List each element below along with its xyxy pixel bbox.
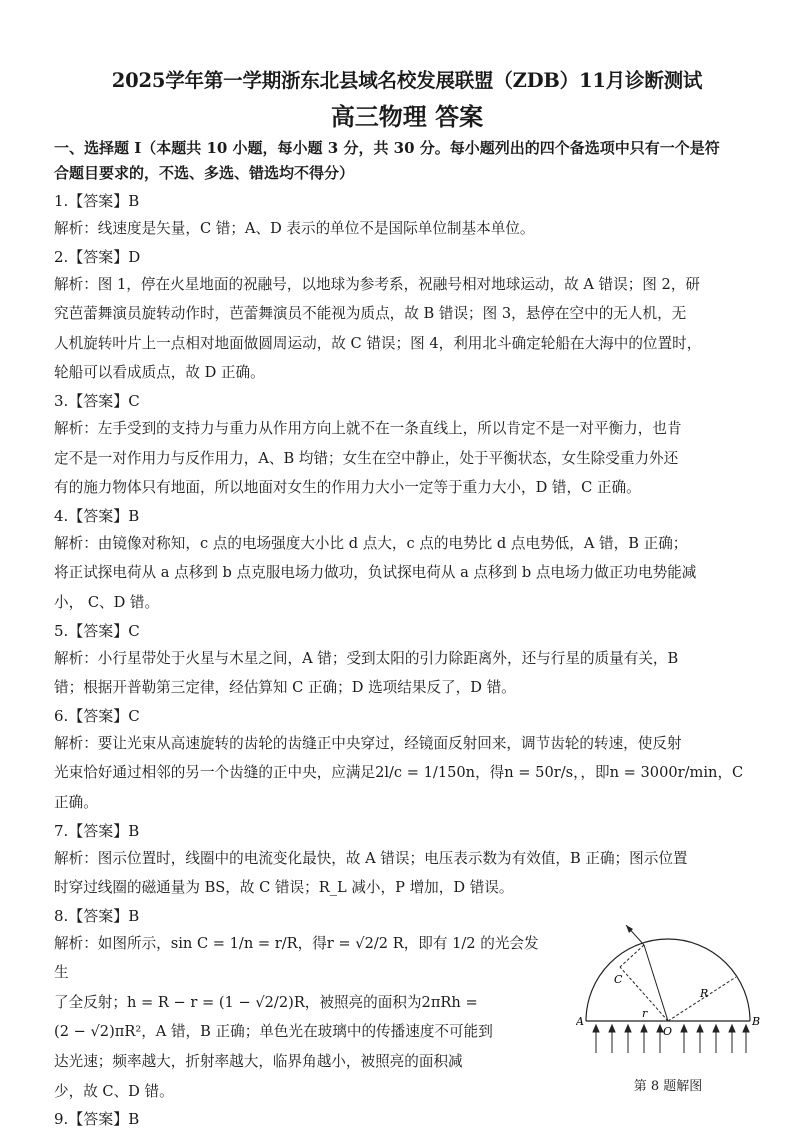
answer-8: 8.【答案】B [54, 906, 140, 925]
answer-7: 7.【答案】B [54, 821, 140, 840]
analysis-2-line1: 解析：图 1，停在火星地面的祝融号，以地球为参考系，祝融号相对地球运动，故 A 错误；图 2，研 [54, 275, 701, 293]
label-b: B [752, 1014, 760, 1028]
answer-2: 2.【答案】D [54, 247, 141, 266]
analysis-4-line3: 小， C、D 错。 [54, 593, 160, 611]
label-r: r [642, 1006, 648, 1020]
answer-subtitle: 高三物理 答案 [330, 102, 484, 131]
analysis-3-line1: 解析：左手受到的支持力与重力从作用方向上就不在一条直线上，所以肯定不是一对平衡力，也肯 [54, 419, 682, 437]
figure-8 [576, 925, 760, 1107]
analysis-6-line2: 光束恰好通过相邻的另一个齿缝的正中央，应满足2l/c = 1/150n，得n = 50r/s，，即n = 3000r/min，C [54, 764, 744, 782]
analysis-5-line1: 解析：小行星带处于火星与木星之间，A 错；受到太阳的引力除距离外，还与行星的质量有关，B [54, 649, 679, 667]
analysis-2-line4: 轮船可以看成质点，故 D 正确。 [54, 364, 265, 382]
analysis-3-line2: 定不是一对作用力与反作用力，A、B 均错；女生在空中静止，处于平衡状态，女生除受重力外还 [54, 449, 679, 467]
semicircle-arc [586, 939, 750, 1021]
normal-line [644, 945, 668, 1021]
label-a: A [576, 1014, 584, 1028]
analysis-6-line3: 正确。 [54, 793, 98, 811]
answer-6: 6.【答案】C [54, 706, 140, 725]
analysis-7-line2: 时穿过线圈的磁通量为 BS，故 C 错误；R_L 减小，P 增加，D 错误。 [54, 879, 514, 897]
question-7 [54, 818, 760, 903]
label-c: C [614, 972, 623, 986]
question-5 [54, 618, 760, 703]
analysis-4-line2: 将正试探电荷从 a 点移到 b 点克服电场力做功，负试探电荷从 a 点移到 b 点电场力做正功电势能减 [54, 564, 697, 582]
question-8 [54, 903, 760, 1107]
figure-caption: 第 8 题解图 [633, 1078, 703, 1094]
section-heading: 一、选择题 I（本题共 10 小题，每小题 3 分，共 30 分。每小题列出的四个备选项中只有一个是符 合题目要求的，不选、多选、错选均不得分） [54, 139, 720, 182]
analysis-2-line2: 究芭蕾舞演员旋转动作时，芭蕾舞演员不能视为质点，故 B 错误；图 3，悬停在空中的无人机，无 [54, 305, 687, 323]
answer-3: 3.【答案】C [54, 391, 140, 410]
question-1 [54, 188, 760, 244]
analysis-8-line2: 了全反射；h = R − r = (1 − √2/2)R，被照亮的面积为2πRh = [54, 993, 478, 1011]
answer-4: 4.【答案】B [54, 506, 140, 525]
answer-5: 5.【答案】C [54, 621, 140, 640]
analysis-5-line2: 错；根据开普勒第三定律，经估算知 C 正确；D 选项结果反了，D 错。 [54, 679, 516, 697]
label-R: R [700, 986, 709, 1000]
answer-1: 1.【答案】B [54, 192, 140, 210]
analysis-4-line1: 解析：由镜像对称知，c 点的电场强度大小比 d 点大，c 点的电势比 d 点电势低，A 错，B 正确； [54, 534, 688, 552]
question-2 [54, 244, 760, 388]
analysis-3-line3: 有的施力物体只有地面，所以地面对女生的作用力大小一定等于重力大小，D 错，C 正确。 [54, 479, 641, 497]
label-o: O [663, 1024, 673, 1038]
analysis-8-line5: 少，故 C、D 错。 [54, 1082, 174, 1100]
analysis-8-line3: (2 − √2)πR²，A 错，B 正确；单色光在玻璃中的传播速度不可能到 [54, 1023, 493, 1041]
question-9 [54, 1106, 760, 1132]
semicircle-diagram [576, 925, 760, 1075]
analysis-8-line1: 解析：如图所示，sin C = 1/n = r/R，得r = √2/2 R，即有 1/2 的光会发生 [54, 934, 539, 982]
question-6 [54, 703, 760, 818]
answer-9: 9.【答案】B [54, 1110, 140, 1129]
question-4 [54, 503, 760, 618]
inner-ray [620, 945, 644, 967]
analysis-8-line4: 达光速；频率越大，折射率越大，临界角越小，被照亮的面积减 [54, 1053, 463, 1071]
analysis-7-line1: 解析：图示位置时，线圈中的电流变化最快，故 A 错误；电压表示数为有效值，B 正确；图示位置 [54, 849, 688, 867]
question-3 [54, 388, 760, 503]
analysis-1-line1: 解析：线速度是矢量，C 错；A、D 表示的单位不是国际单位制基本单位。 [54, 220, 535, 237]
exam-title: 2025学年第一学期浙东北县域名校发展联盟（ZDB）11月诊断测试 [111, 69, 703, 92]
analysis-6-line1: 解析：要让光束从高速旋转的齿轮的齿缝正中央穿过，经镜面反射回来，调节齿轮的转速，使反射 [54, 734, 682, 752]
analysis-2-line3: 人机旋转叶片上一点相对地面做圆周运动，故 C 错误；图 4，利用北斗确定轮船在大海中的位置时， [54, 334, 702, 352]
